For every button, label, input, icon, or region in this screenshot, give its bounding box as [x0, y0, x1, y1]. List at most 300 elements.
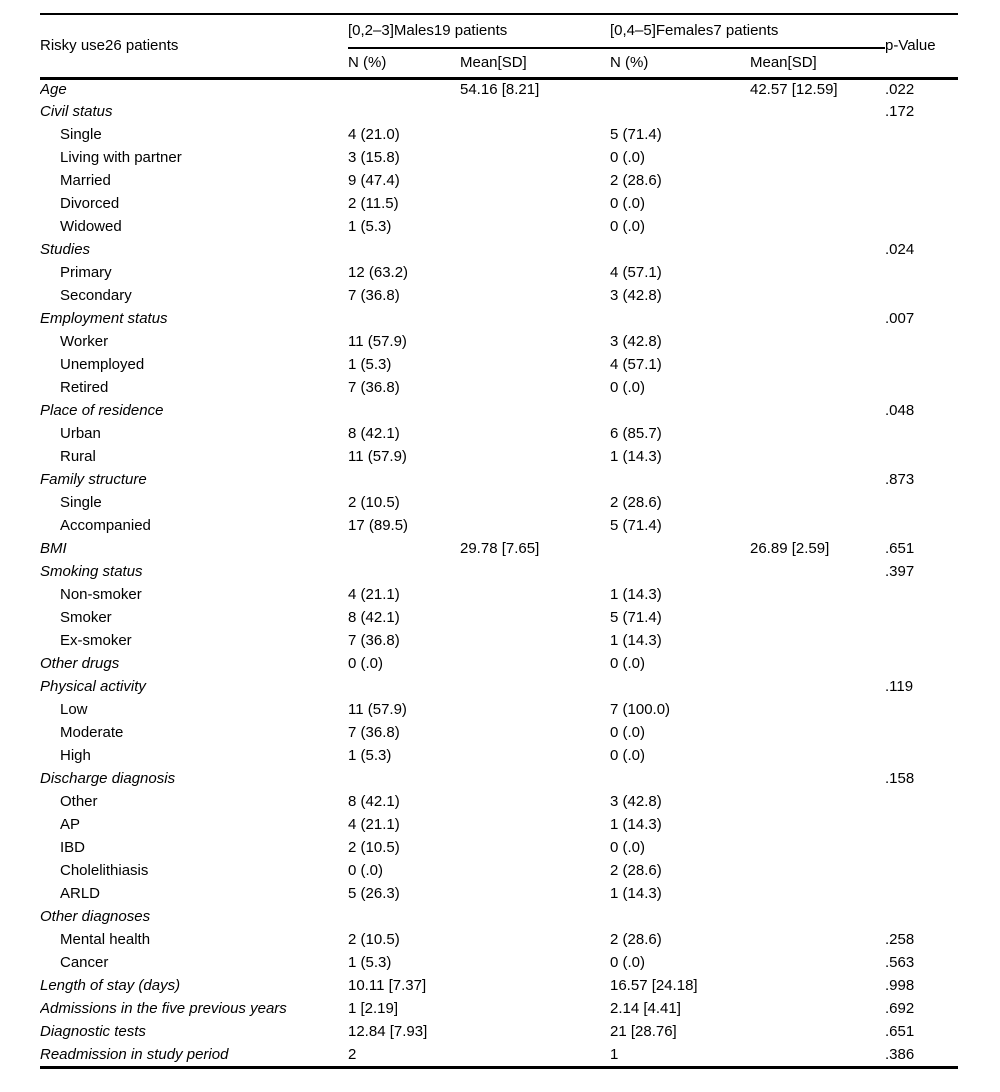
row-label: Retired — [60, 379, 109, 397]
p-value-cell — [885, 584, 958, 607]
males-mean-cell — [460, 239, 610, 262]
males-mean-cell — [460, 515, 610, 538]
males-n-cell: 11 (57.9) — [348, 448, 407, 466]
row-label: Secondary — [60, 287, 132, 305]
males-mean-cell — [460, 285, 610, 308]
males-n-cell: 11 (57.9) — [348, 333, 407, 351]
males-mean-cell — [460, 653, 610, 676]
males-mean-cell — [460, 446, 610, 469]
females-mean-cell — [750, 860, 885, 883]
females-mean-cell — [750, 653, 885, 676]
table-row — [40, 538, 958, 561]
males-n-cell: 8 (42.1) — [348, 609, 400, 627]
females-mean-cell — [750, 1021, 885, 1044]
table-row — [40, 860, 958, 883]
row-label: Age — [40, 81, 67, 98]
males-mean-cell — [460, 607, 610, 630]
table-row — [40, 814, 958, 837]
males-mean-cell — [460, 561, 610, 584]
table-row — [40, 607, 958, 630]
header-group-females: [0,4–5]Females7 patients — [610, 14, 885, 48]
males-mean-cell — [460, 883, 610, 906]
row-label: Admissions in the five previous years — [40, 1000, 287, 1018]
males-n-cell: 4 (21.0) — [348, 126, 400, 144]
table-row — [40, 998, 958, 1021]
p-value-cell — [885, 814, 958, 837]
females-mean-cell — [750, 607, 885, 630]
row-label: AP — [60, 816, 81, 834]
females-mean-cell — [750, 147, 885, 170]
header-p-value: p-Value — [885, 14, 958, 78]
p-value-cell — [885, 124, 958, 147]
table-row — [40, 78, 958, 101]
males-mean-cell — [460, 377, 610, 400]
males-n-cell — [348, 308, 460, 331]
males-mean-cell — [460, 124, 610, 147]
females-n-cell — [610, 469, 750, 492]
males-mean-cell — [460, 722, 610, 745]
row-label: Worker — [60, 333, 109, 351]
females-n-cell — [610, 538, 750, 561]
females-n-cell: 5 (71.4) — [610, 609, 662, 627]
males-n-cell: 1 (5.3) — [348, 218, 392, 236]
males-mean-cell — [460, 998, 610, 1021]
females-mean-cell — [750, 469, 885, 492]
header-males-mean: Mean[SD] — [460, 48, 610, 78]
females-mean-cell — [750, 124, 885, 147]
females-mean-cell — [750, 791, 885, 814]
females-n-cell — [610, 768, 750, 791]
males-mean-cell — [460, 929, 610, 952]
males-mean-cell — [460, 147, 610, 170]
p-value-cell — [885, 630, 958, 653]
row-label: Other diagnoses — [40, 908, 151, 926]
p-value-cell — [885, 423, 958, 446]
females-n-cell — [610, 239, 750, 262]
table-row — [40, 837, 958, 860]
females-mean-cell — [750, 561, 885, 584]
females-n-cell: 16.57 [24.18] — [610, 977, 698, 995]
males-n-cell: 0 (.0) — [348, 655, 384, 673]
row-label: Mental health — [60, 931, 151, 949]
males-n-cell: 7 (36.8) — [348, 379, 400, 397]
females-mean-cell — [750, 423, 885, 446]
females-mean-cell — [750, 630, 885, 653]
row-label: Other — [60, 793, 98, 811]
p-value-cell: .998 — [885, 977, 915, 995]
males-n-cell: 2 (10.5) — [348, 839, 400, 857]
row-label: Diagnostic tests — [40, 1023, 146, 1041]
p-value-cell — [885, 745, 958, 768]
table-row — [40, 722, 958, 745]
table-row — [40, 883, 958, 906]
header-group-males: [0,2–3]Males19 patients — [348, 14, 610, 48]
males-n-cell: 1 [2.19] — [348, 1000, 399, 1018]
females-mean-cell — [750, 929, 885, 952]
females-n-cell: 2 (28.6) — [610, 494, 662, 512]
males-n-cell — [348, 78, 460, 101]
p-value-cell — [885, 837, 958, 860]
males-mean-cell — [460, 676, 610, 699]
males-n-cell — [348, 906, 460, 929]
females-mean-cell — [750, 354, 885, 377]
males-mean-cell — [460, 745, 610, 768]
p-value-cell — [885, 906, 958, 929]
males-mean-cell — [460, 170, 610, 193]
females-n-cell — [610, 561, 750, 584]
females-n-cell: 21 [28.76] — [610, 1023, 677, 1041]
table-row — [40, 1044, 958, 1067]
row-label: Single — [60, 494, 102, 512]
females-mean-cell — [750, 262, 885, 285]
females-mean-cell — [750, 952, 885, 975]
row-label: Urban — [60, 425, 101, 443]
p-value-cell — [885, 354, 958, 377]
p-value-cell: .022 — [885, 81, 915, 98]
p-value-cell: .397 — [885, 563, 915, 581]
statistics-table-wrap — [40, 13, 958, 1069]
females-mean-cell — [750, 216, 885, 239]
females-n-cell: 5 (71.4) — [610, 126, 662, 144]
table-row — [40, 446, 958, 469]
females-n-cell: 2 (28.6) — [610, 862, 662, 880]
p-value-cell — [885, 377, 958, 400]
females-mean-cell — [750, 400, 885, 423]
row-label: IBD — [60, 839, 86, 857]
males-mean-cell — [460, 492, 610, 515]
p-value-cell — [885, 331, 958, 354]
row-label: Length of stay (days) — [40, 977, 181, 995]
header-females-n: N (%) — [610, 48, 750, 78]
p-value-cell — [885, 170, 958, 193]
row-label: Cancer — [60, 954, 109, 972]
females-mean-cell — [750, 515, 885, 538]
females-n-cell: 5 (71.4) — [610, 517, 662, 535]
table-row — [40, 308, 958, 331]
males-n-cell: 5 (26.3) — [348, 885, 400, 903]
row-label: Studies — [40, 241, 91, 259]
p-value-cell: .048 — [885, 402, 915, 420]
females-n-cell: 2 (28.6) — [610, 931, 662, 949]
row-label: BMI — [40, 540, 67, 558]
females-mean-cell — [750, 308, 885, 331]
males-mean-cell — [460, 193, 610, 216]
males-mean-cell — [460, 584, 610, 607]
table-row — [40, 170, 958, 193]
females-n-cell: 1 (14.3) — [610, 448, 662, 466]
males-n-cell — [348, 561, 460, 584]
males-n-cell — [348, 768, 460, 791]
females-n-cell: 0 (.0) — [610, 218, 646, 236]
males-mean-cell — [460, 101, 610, 124]
row-label: Cholelithiasis — [60, 862, 149, 880]
table-row — [40, 492, 958, 515]
males-n-cell: 0 (.0) — [348, 862, 384, 880]
row-label: Single — [60, 126, 102, 144]
males-mean-cell — [460, 1044, 610, 1067]
females-n-cell: 3 (42.8) — [610, 333, 662, 351]
row-label: Family structure — [40, 471, 147, 489]
males-mean-cell — [460, 952, 610, 975]
males-n-cell: 7 (36.8) — [348, 287, 400, 305]
p-value-cell — [885, 216, 958, 239]
p-value-cell — [885, 193, 958, 216]
males-mean-cell — [460, 400, 610, 423]
males-n-cell: 10.11 [7.37] — [348, 977, 427, 995]
table-row — [40, 262, 958, 285]
p-value-cell: .258 — [885, 931, 915, 949]
females-n-cell: 1 — [610, 1045, 619, 1063]
p-value-cell — [885, 883, 958, 906]
table-row — [40, 216, 958, 239]
p-value-cell: .651 — [885, 540, 915, 558]
males-mean-cell — [460, 791, 610, 814]
row-label: Physical activity — [40, 678, 146, 696]
row-label: Smoker — [60, 609, 112, 627]
females-mean-cell — [750, 331, 885, 354]
table-row — [40, 975, 958, 998]
males-mean-cell — [460, 354, 610, 377]
table-row — [40, 584, 958, 607]
row-label: Readmission in study period — [40, 1045, 229, 1063]
males-n-cell: 9 (47.4) — [348, 172, 400, 190]
females-n-cell: 0 (.0) — [610, 954, 646, 972]
header-risky-use: Risky use26 patients — [40, 14, 348, 78]
p-value-cell: .692 — [885, 1000, 915, 1018]
p-value-cell — [885, 607, 958, 630]
males-n-cell: 1 (5.3) — [348, 356, 392, 374]
row-label: Other drugs — [40, 655, 120, 673]
females-mean-cell — [750, 699, 885, 722]
row-label: Unemployed — [60, 356, 145, 374]
table-row — [40, 768, 958, 791]
p-value-cell: .651 — [885, 1023, 915, 1041]
males-n-cell: 7 (36.8) — [348, 632, 400, 650]
males-mean-cell — [460, 630, 610, 653]
table-row — [40, 952, 958, 975]
p-value-cell: .024 — [885, 241, 915, 259]
females-n-cell — [610, 400, 750, 423]
row-label: ARLD — [60, 885, 101, 903]
p-value-cell: .158 — [885, 770, 915, 788]
header-group-row — [40, 14, 958, 48]
females-mean-cell — [750, 837, 885, 860]
row-label: Divorced — [60, 195, 120, 213]
p-value-cell — [885, 285, 958, 308]
females-mean-cell — [750, 101, 885, 124]
p-value-cell: .563 — [885, 954, 915, 972]
females-n-cell: 2 (28.6) — [610, 172, 662, 190]
females-mean-cell — [750, 584, 885, 607]
males-mean-cell — [460, 860, 610, 883]
row-label: Civil status — [40, 103, 113, 121]
row-label: Accompanied — [60, 517, 151, 535]
females-n-cell: 6 (85.7) — [610, 425, 662, 443]
p-value-cell: .172 — [885, 103, 915, 121]
females-mean-cell — [750, 1044, 885, 1067]
p-value-cell: .007 — [885, 310, 915, 328]
males-n-cell: 8 (42.1) — [348, 793, 400, 811]
females-n-cell: 3 (42.8) — [610, 793, 662, 811]
row-label: Non-smoker — [60, 586, 142, 604]
females-mean-cell — [750, 377, 885, 400]
row-label: Widowed — [60, 218, 122, 236]
females-mean-cell — [750, 446, 885, 469]
header-males-n: N (%) — [348, 48, 460, 78]
row-label: Smoking status — [40, 563, 143, 581]
males-n-cell: 4 (21.1) — [348, 586, 400, 604]
table-row — [40, 515, 958, 538]
females-n-cell: 0 (.0) — [610, 724, 646, 742]
females-mean-cell — [750, 239, 885, 262]
table-row — [40, 423, 958, 446]
row-label: Low — [60, 701, 88, 719]
females-mean-cell — [750, 998, 885, 1021]
p-value-cell — [885, 446, 958, 469]
table-row — [40, 906, 958, 929]
females-n-cell: 0 (.0) — [610, 747, 646, 765]
males-n-cell: 2 (11.5) — [348, 195, 399, 213]
males-n-cell: 2 — [348, 1045, 357, 1063]
males-n-cell: 12 (63.2) — [348, 264, 409, 282]
table-row — [40, 400, 958, 423]
table-row — [40, 1021, 958, 1044]
header-females-mean: Mean[SD] — [750, 48, 885, 78]
table-row — [40, 239, 958, 262]
females-n-cell: 0 (.0) — [610, 195, 646, 213]
table-row — [40, 745, 958, 768]
row-label: Primary — [60, 264, 112, 282]
females-n-cell: 0 (.0) — [610, 379, 646, 397]
females-n-cell: 1 (14.3) — [610, 632, 662, 650]
females-n-cell: 3 (42.8) — [610, 287, 662, 305]
females-mean-cell — [750, 676, 885, 699]
females-mean-cell — [750, 768, 885, 791]
females-mean-cell — [750, 814, 885, 837]
table-row — [40, 469, 958, 492]
males-n-cell: 12.84 [7.93] — [348, 1023, 428, 1041]
row-label: High — [60, 747, 91, 765]
males-n-cell — [348, 400, 460, 423]
p-value-cell — [885, 515, 958, 538]
p-value-cell: .873 — [885, 471, 915, 489]
females-n-cell: 0 (.0) — [610, 149, 646, 167]
males-mean-cell — [460, 331, 610, 354]
males-mean-cell: 29.78 [7.65] — [460, 540, 540, 558]
males-n-cell: 1 (5.3) — [348, 954, 392, 972]
males-n-cell — [348, 538, 460, 561]
table-row — [40, 354, 958, 377]
p-value-cell: .386 — [885, 1045, 915, 1063]
p-value-cell — [885, 492, 958, 515]
table-row — [40, 929, 958, 952]
males-mean-cell — [460, 699, 610, 722]
males-n-cell: 8 (42.1) — [348, 425, 400, 443]
table-row — [40, 699, 958, 722]
females-mean-cell — [750, 906, 885, 929]
males-n-cell — [348, 676, 460, 699]
p-value-cell — [885, 262, 958, 285]
table-row — [40, 193, 958, 216]
row-label: Employment status — [40, 310, 168, 328]
females-n-cell — [610, 101, 750, 124]
males-n-cell: 17 (89.5) — [348, 517, 409, 535]
males-n-cell: 7 (36.8) — [348, 724, 400, 742]
females-mean-cell: 26.89 [2.59] — [750, 540, 830, 558]
row-label: Discharge diagnosis — [40, 770, 176, 788]
males-mean-cell — [460, 1021, 610, 1044]
table-header — [40, 14, 958, 78]
females-n-cell — [610, 906, 750, 929]
table-row — [40, 561, 958, 584]
males-mean-cell: 54.16 [8.21] — [460, 81, 540, 98]
p-value-cell — [885, 147, 958, 170]
males-n-cell — [348, 239, 460, 262]
males-mean-cell — [460, 469, 610, 492]
females-n-cell: 7 (100.0) — [610, 701, 671, 719]
females-mean-cell — [750, 745, 885, 768]
p-value-cell — [885, 860, 958, 883]
row-label: Married — [60, 172, 111, 190]
females-n-cell — [610, 676, 750, 699]
females-mean-cell — [750, 492, 885, 515]
males-n-cell — [348, 101, 460, 124]
females-mean-cell — [750, 722, 885, 745]
table-row — [40, 653, 958, 676]
p-value-cell — [885, 722, 958, 745]
females-mean-cell — [750, 975, 885, 998]
females-n-cell: 0 (.0) — [610, 839, 646, 857]
table-row — [40, 331, 958, 354]
row-label: Place of residence — [40, 402, 164, 420]
females-mean-cell — [750, 193, 885, 216]
table-row — [40, 147, 958, 170]
females-n-cell: 1 (14.3) — [610, 586, 662, 604]
males-n-cell: 3 (15.8) — [348, 149, 400, 167]
males-n-cell: 4 (21.1) — [348, 816, 400, 834]
table-body — [40, 78, 958, 1067]
males-mean-cell — [460, 837, 610, 860]
table-row — [40, 285, 958, 308]
females-mean-cell — [750, 285, 885, 308]
p-value-cell — [885, 699, 958, 722]
row-label: Living with partner — [60, 149, 182, 167]
males-mean-cell — [460, 423, 610, 446]
table-row — [40, 377, 958, 400]
females-n-cell: 0 (.0) — [610, 655, 646, 673]
females-n-cell: 4 (57.1) — [610, 356, 662, 374]
males-n-cell: 2 (10.5) — [348, 931, 400, 949]
statistics-table — [40, 13, 958, 1069]
males-mean-cell — [460, 906, 610, 929]
females-n-cell — [610, 78, 750, 101]
males-n-cell — [348, 469, 460, 492]
females-n-cell: 4 (57.1) — [610, 264, 662, 282]
table-row — [40, 124, 958, 147]
males-mean-cell — [460, 216, 610, 239]
males-mean-cell — [460, 262, 610, 285]
row-label: Rural — [60, 448, 96, 466]
table-row — [40, 101, 958, 124]
table-row — [40, 791, 958, 814]
row-label: Ex-smoker — [60, 632, 132, 650]
p-value-cell — [885, 653, 958, 676]
table-row — [40, 676, 958, 699]
males-mean-cell — [460, 768, 610, 791]
p-value-cell — [885, 791, 958, 814]
males-mean-cell — [460, 308, 610, 331]
p-value-cell: .119 — [885, 678, 914, 696]
